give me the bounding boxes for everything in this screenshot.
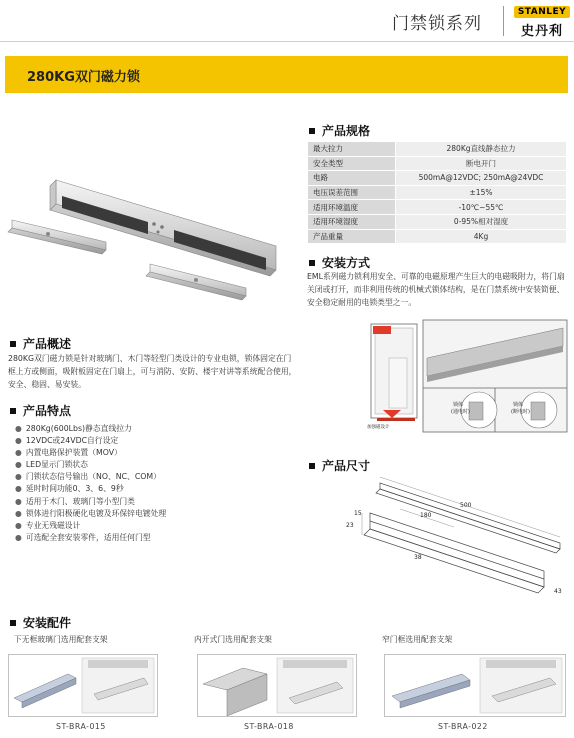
overview-heading-text: 产品概述 — [23, 337, 72, 351]
install-text: EML系列磁力锁利用安全、可靠的电磁原理产生巨大的电磁吸附力，将门扇关闭或打开，而非利用传统的机械式锁体结构，是在门禁系统中安装简便、安全稳定耐用的电锁类型之一。 — [307, 272, 565, 307]
accessory-code-1: ST-BRA-015 — [56, 722, 106, 731]
dimensions-heading — [309, 457, 370, 474]
spec-value: -10℃~55℃ — [396, 200, 567, 215]
spec-row — [308, 214, 567, 229]
spec-key: 电压误差范围 — [308, 185, 396, 200]
bullet-dot-icon: ● — [15, 448, 22, 458]
spec-row — [308, 142, 567, 157]
accessory-label-2: 内开式门选用配套支架 — [194, 635, 272, 644]
spec-row — [308, 229, 567, 244]
overview-heading — [10, 335, 71, 352]
specs-heading-text: 产品规格 — [322, 124, 371, 138]
spec-key: 电路 — [308, 171, 396, 186]
spec-value: 280Kg直线静态拉力 — [396, 142, 567, 157]
feature-item — [15, 447, 166, 459]
spec-row — [308, 185, 567, 200]
bullet-dot-icon: ● — [15, 484, 22, 494]
svg-text:锁体: 锁体 — [453, 402, 464, 408]
svg-text:加强磁设计: 加强磁设计 — [367, 425, 390, 430]
svg-text:15: 15 — [354, 510, 362, 517]
feature-text: 延时时间功能0、3、6、9秒 — [25, 484, 124, 494]
feature-text: 可选配全套安装零件，适用任何门型 — [25, 532, 151, 542]
feature-text: LED显示门锁状态 — [25, 460, 88, 470]
brand-badge: STANLEY — [514, 6, 570, 18]
features-heading — [10, 402, 71, 419]
bullet-dot-icon: ● — [15, 496, 22, 506]
bullet-dot-icon: ● — [15, 436, 22, 446]
spec-row — [308, 200, 567, 215]
bullet-square-icon — [10, 408, 16, 414]
bullet-square-icon — [10, 620, 16, 626]
feature-item — [15, 435, 166, 447]
feature-list — [15, 423, 166, 544]
feature-text: 锁体进行阳极硬化电镀及环保锌电镀处理 — [25, 508, 167, 518]
feature-item — [15, 423, 166, 435]
svg-text:43: 43 — [554, 588, 562, 595]
brand-cn-name: 史丹利 — [520, 24, 563, 39]
header-rule — [0, 41, 574, 42]
svg-text:180: 180 — [420, 512, 432, 519]
spec-value: 0-95%相对湿度 — [396, 214, 567, 229]
feature-item — [15, 496, 166, 508]
spec-key: 适用环境温度 — [308, 200, 396, 215]
spec-key: 适用环境湿度 — [308, 214, 396, 229]
spec-key: 产品重量 — [308, 229, 396, 244]
accessory-label-1: 下无框玻璃门选用配套支架 — [14, 635, 108, 644]
svg-text:(断电时): (断电时) — [511, 409, 530, 415]
feature-item — [15, 459, 166, 471]
bullet-dot-icon: ● — [15, 532, 22, 542]
overview-text: 280KG双门磁力锁是针对玻璃门、木门等轻型门类设计的专业电锁，锁体固定在门框上方或侧面，吸附板固定在门扇上，可与消防、安防、楼宇对讲等系统配合使用，安全、稳固、易安装。 — [8, 354, 297, 389]
bullet-square-icon — [309, 260, 315, 266]
header-divider — [503, 6, 504, 36]
install-illustration — [367, 318, 570, 435]
feature-item — [15, 483, 166, 495]
spec-row — [308, 171, 567, 186]
accessory-code-2: ST-BRA-018 — [244, 722, 294, 731]
spec-table — [307, 141, 567, 244]
feature-text: 280Kg(600Lbs)静态直线拉力 — [25, 424, 132, 433]
spec-row — [308, 156, 567, 171]
bullet-dot-icon: ● — [15, 508, 22, 518]
brand-logo — [514, 6, 570, 39]
accessories-heading-text: 安装配件 — [23, 616, 72, 630]
armature-plate-right — [146, 264, 246, 300]
svg-text:38: 38 — [414, 554, 422, 561]
install-heading-text: 安装方式 — [322, 256, 371, 270]
spec-key: 安全类型 — [308, 156, 396, 171]
lock-body — [50, 180, 276, 276]
bullet-square-icon — [309, 463, 315, 469]
bullet-dot-icon: ● — [15, 424, 22, 433]
feature-text: 适用于木门、玻璃门等小型门类 — [25, 496, 135, 506]
accessories-heading — [10, 614, 71, 631]
bullet-square-icon — [10, 341, 16, 347]
product-title: 280KG双门磁力锁 — [27, 70, 140, 85]
features-heading-text: 产品特点 — [23, 404, 72, 418]
feature-text: 内置电路保护装置（MOV） — [25, 448, 122, 458]
svg-text:锁体: 锁体 — [513, 402, 524, 408]
product-banner — [5, 56, 568, 93]
accessory-label-3: 窄门框选用配套支架 — [382, 635, 453, 644]
bullet-square-icon — [309, 128, 315, 134]
spec-value: 4Kg — [396, 229, 567, 244]
dim-label-500: 500 — [460, 502, 472, 509]
bullet-dot-icon: ● — [15, 472, 22, 482]
spec-value: 断电开门 — [396, 156, 567, 171]
accessory-code-3: ST-BRA-022 — [438, 722, 488, 731]
svg-text:23: 23 — [346, 522, 354, 529]
specs-heading — [309, 122, 370, 139]
accessory-image-2 — [197, 654, 357, 717]
series-title: 门禁锁系列 — [392, 14, 482, 34]
feature-text: 专业无残磁设计 — [25, 520, 81, 530]
armature-plate-left — [8, 220, 106, 254]
accessory-image-3 — [384, 654, 566, 717]
dimensions-heading-text: 产品尺寸 — [322, 459, 371, 473]
bullet-dot-icon: ● — [15, 460, 22, 470]
feature-text: 12VDC或24VDC自行设定 — [25, 436, 119, 446]
spec-value: ±15% — [396, 185, 567, 200]
svg-text:(通电时): (通电时) — [451, 409, 470, 415]
spec-key: 最大拉力 — [308, 142, 396, 157]
install-heading — [309, 254, 370, 271]
dimension-drawing — [340, 473, 572, 603]
spec-value: 500mA@12VDC; 250mA@24VDC — [396, 171, 567, 186]
product-illustration — [4, 160, 304, 310]
feature-text: 门锁状态信号输出（NO、NC、COM） — [25, 472, 161, 482]
feature-item — [15, 532, 166, 544]
feature-item — [15, 520, 166, 532]
feature-item — [15, 508, 166, 520]
feature-item — [15, 471, 166, 483]
accessory-image-1 — [8, 654, 158, 717]
bullet-dot-icon: ● — [15, 520, 22, 530]
